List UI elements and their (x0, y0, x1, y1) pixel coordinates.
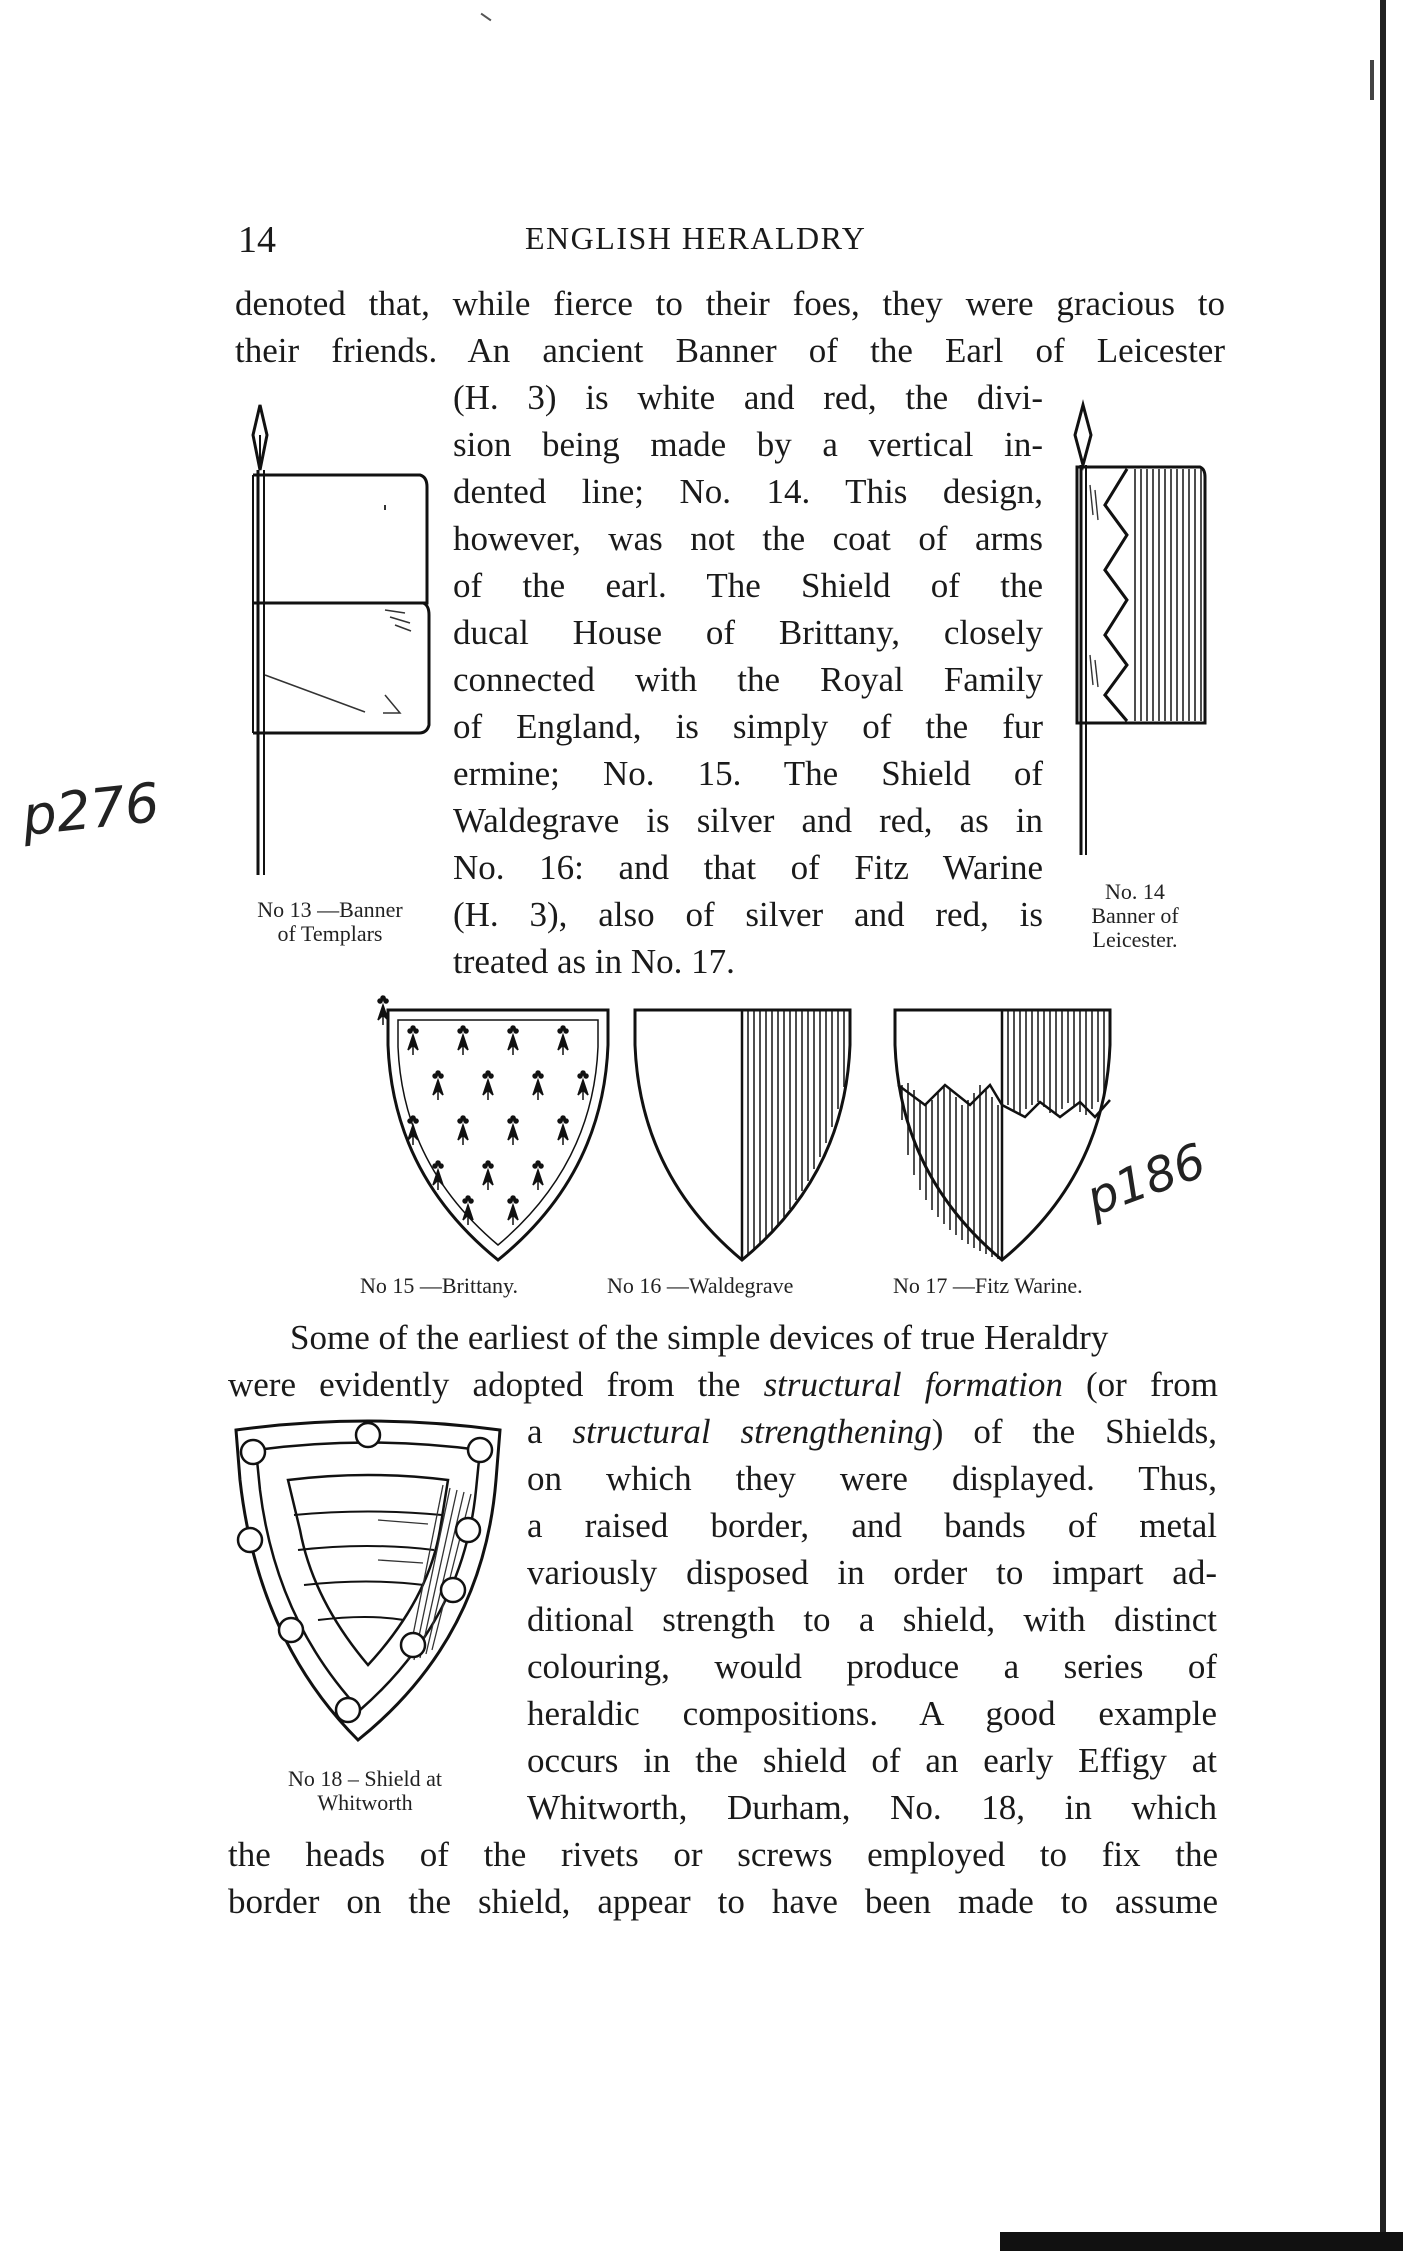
paragraph1-line-13: No. 16: and that of Fitz Warine (453, 848, 1043, 887)
paragraph1-line-15: treated as in No. 17. (453, 942, 735, 981)
page-number: 14 (238, 219, 276, 261)
paragraph2-line-13: border on the shield, appear to have been made to assume (228, 1882, 1218, 1921)
banner-leicester-figure (1065, 395, 1215, 875)
banner-templars-figure (235, 395, 435, 895)
shield-waldegrave-figure (630, 1005, 855, 1265)
fig13-caption (225, 898, 435, 946)
fig17-caption: No 17 —Fitz Warine. (893, 1273, 1083, 1298)
page-edge-bottom (1000, 2232, 1403, 2251)
fig18-caption-line2: Whitworth (317, 1790, 413, 1815)
paragraph1-line-8: ducal House of Brittany, closely (453, 613, 1043, 652)
paragraph2-line-1: Some of the earliest of the simple devices of true Heraldry (290, 1318, 1109, 1357)
paragraph2-line-3-em: structural strengthening (572, 1412, 932, 1451)
fig14-caption-line2: Banner of (1091, 903, 1179, 928)
paragraph2-line-2-em: structural formation (763, 1365, 1063, 1404)
fig16-caption: No 16 —Waldegrave (607, 1273, 794, 1298)
paragraph2-line-3 (527, 1408, 1217, 1455)
fig14-caption (1065, 880, 1205, 952)
paragraph1-line-9: connected with the Royal Family (453, 660, 1043, 699)
paragraph2-line-12: the heads of the rivets or screws employed to fix the (228, 1835, 1218, 1874)
paragraph2-line-8: colouring, would produce a series of (527, 1647, 1217, 1686)
paragraph2-line-3-post: ) of the Shields, (931, 1412, 1217, 1451)
paragraph2-line-2-pre: were evidently adopted from the (228, 1365, 764, 1404)
paragraph1-line-3: (H. 3) is white and red, the divi- (453, 378, 1043, 417)
paragraph1-line-6: however, was not the coat of arms (453, 519, 1043, 558)
paragraph1-line-1: denoted that, while fierce to their foes, they were gracious to (235, 284, 1225, 323)
fig18-caption-line1: No 18 – Shield at (288, 1766, 442, 1791)
paragraph1-line-12: Waldegrave is silver and red, as in (453, 801, 1043, 840)
fig18-caption (240, 1767, 490, 1815)
fig13-caption-line1: No 13 —Banner (257, 897, 403, 922)
paragraph2-line-10: occurs in the shield of an early Effigy at (527, 1741, 1217, 1780)
paragraph1-line-7: of the earl. The Shield of the (453, 566, 1043, 605)
fig14-caption-line3: Leicester. (1092, 927, 1178, 952)
paragraph1-line-10: of England, is simply of the fur (453, 707, 1043, 746)
shield-fitz-warine-figure (890, 1005, 1115, 1265)
paragraph1-line-4: sion being made by a vertical in- (453, 425, 1043, 464)
page-edge-mark (1370, 60, 1374, 100)
paragraph2-line-2-post: (or from (1062, 1365, 1218, 1404)
paragraph2-line-7: ditional strength to a shield, with distinct (527, 1600, 1217, 1639)
paragraph2-line-3-pre: a (527, 1412, 573, 1451)
paragraph2-line-5: a raised border, and bands of metal (527, 1506, 1217, 1545)
paragraph1-line-11: ermine; No. 15. The Shield of (453, 754, 1043, 793)
paragraph2-line-11: Whitworth, Durham, No. 18, in which (527, 1788, 1217, 1827)
paragraph1-line-5: dented line; No. 14. This design, (453, 472, 1043, 511)
margin-note-left: p276 (19, 770, 163, 849)
shield-whitworth-figure (228, 1420, 508, 1750)
paragraph1-line-14: (H. 3), also of silver and red, is (453, 895, 1043, 934)
fig14-caption-line1: No. 14 (1105, 879, 1165, 904)
page-edge-right (1380, 0, 1386, 2251)
paragraph2-line-6: variously disposed in order to impart ad- (527, 1553, 1217, 1592)
shield-brittany-figure (383, 1005, 613, 1265)
fig15-caption: No 15 —Brittany. (360, 1273, 519, 1298)
paragraph1-line-2: their friends. An ancient Banner of the Earl of Leicester (235, 331, 1225, 370)
paragraph2-line-4: on which they were displayed. Thus, (527, 1459, 1217, 1498)
scan-mark-top (481, 13, 492, 22)
margin-note-right: p186 (1079, 1132, 1213, 1228)
fig13-caption-line2: of Templars (277, 921, 383, 946)
running-title: ENGLISH HERALDRY (525, 220, 867, 256)
paragraph2-line-2 (228, 1361, 1218, 1408)
paragraph2-line-9: heraldic compositions. A good example (527, 1694, 1217, 1733)
